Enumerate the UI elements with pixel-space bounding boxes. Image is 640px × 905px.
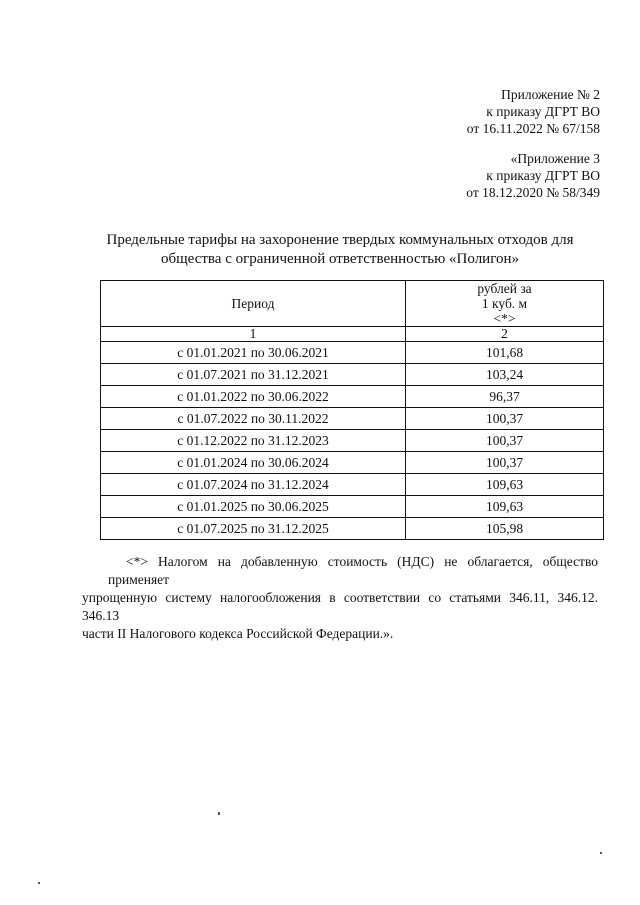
period-cell: с 01.01.2021 по 30.06.2021 <box>101 342 406 364</box>
appendix-reference-previous <box>466 150 600 201</box>
table-row <box>101 496 604 518</box>
title-line: Предельные тарифы на захоронение твердых коммунальных отходов для <box>106 232 574 248</box>
price-cell: 100,37 <box>406 452 604 474</box>
appendix-order-date: от 16.11.2022 № 67/158 <box>466 121 600 136</box>
period-cell: с 01.07.2022 по 30.11.2022 <box>101 408 406 430</box>
price-cell: 100,37 <box>406 408 604 430</box>
table-row <box>101 364 604 386</box>
appendix-order-date: от 18.12.2020 № 58/349 <box>466 185 600 200</box>
appendix-number: «Приложение 3 <box>510 151 600 166</box>
period-cell: с 01.07.2024 по 31.12.2024 <box>101 474 406 496</box>
period-cell: с 01.07.2021 по 31.12.2021 <box>101 364 406 386</box>
table-row <box>101 408 604 430</box>
appendix-order-ref: к приказу ДГРТ ВО <box>486 104 600 119</box>
scan-speck <box>600 852 602 854</box>
scan-speck <box>218 812 220 815</box>
header-price-line: 1 куб. м <box>481 296 528 311</box>
header-period: Период <box>101 281 406 327</box>
period-cell: с 01.01.2022 по 30.06.2022 <box>101 386 406 408</box>
period-cell: с 01.07.2025 по 31.12.2025 <box>101 518 406 540</box>
table-row <box>101 342 604 364</box>
footnote-line: части II Налогового кодекса Российской Федерации.». <box>82 626 394 641</box>
price-cell: 101,68 <box>406 342 604 364</box>
appendix-number: Приложение № 2 <box>501 87 600 102</box>
appendix-reference-current <box>467 86 600 137</box>
document-title <box>60 231 620 269</box>
footnote-line: упрощенную систему налогообложения в соответствии со статьями 346.11, 346.12. 346.13 <box>82 590 598 623</box>
price-cell: 105,98 <box>406 518 604 540</box>
period-cell: с 01.12.2022 по 31.12.2023 <box>101 430 406 452</box>
table-row <box>101 474 604 496</box>
price-cell: 100,37 <box>406 430 604 452</box>
title-line: общества с ограниченной ответственностью «Полигон» <box>160 251 520 267</box>
price-cell: 103,24 <box>406 364 604 386</box>
price-cell: 109,63 <box>406 474 604 496</box>
appendix-order-ref: к приказу ДГРТ ВО <box>486 168 600 183</box>
footnote <box>82 553 598 643</box>
period-cell: с 01.01.2025 по 30.06.2025 <box>101 496 406 518</box>
header-price-footnote-mark: <*> <box>493 311 516 326</box>
header-price <box>406 281 604 327</box>
table-row <box>101 386 604 408</box>
header-price-line: рублей за <box>477 281 532 296</box>
footnote-text: <*> Налогом на добавленную стоимость (НДС) не облагается, общество применяет <box>108 554 598 587</box>
price-cell: 109,63 <box>406 496 604 518</box>
tariff-table <box>100 280 604 540</box>
table-row <box>101 518 604 540</box>
column-number: 1 <box>101 327 406 342</box>
column-number: 2 <box>406 327 604 342</box>
scan-speck <box>38 882 40 884</box>
table-row <box>101 452 604 474</box>
price-cell: 96,37 <box>406 386 604 408</box>
table-header-row <box>101 281 604 327</box>
table-row <box>101 430 604 452</box>
column-number-row <box>101 327 604 342</box>
period-cell: с 01.01.2024 по 30.06.2024 <box>101 452 406 474</box>
footnote-line <box>108 553 598 589</box>
